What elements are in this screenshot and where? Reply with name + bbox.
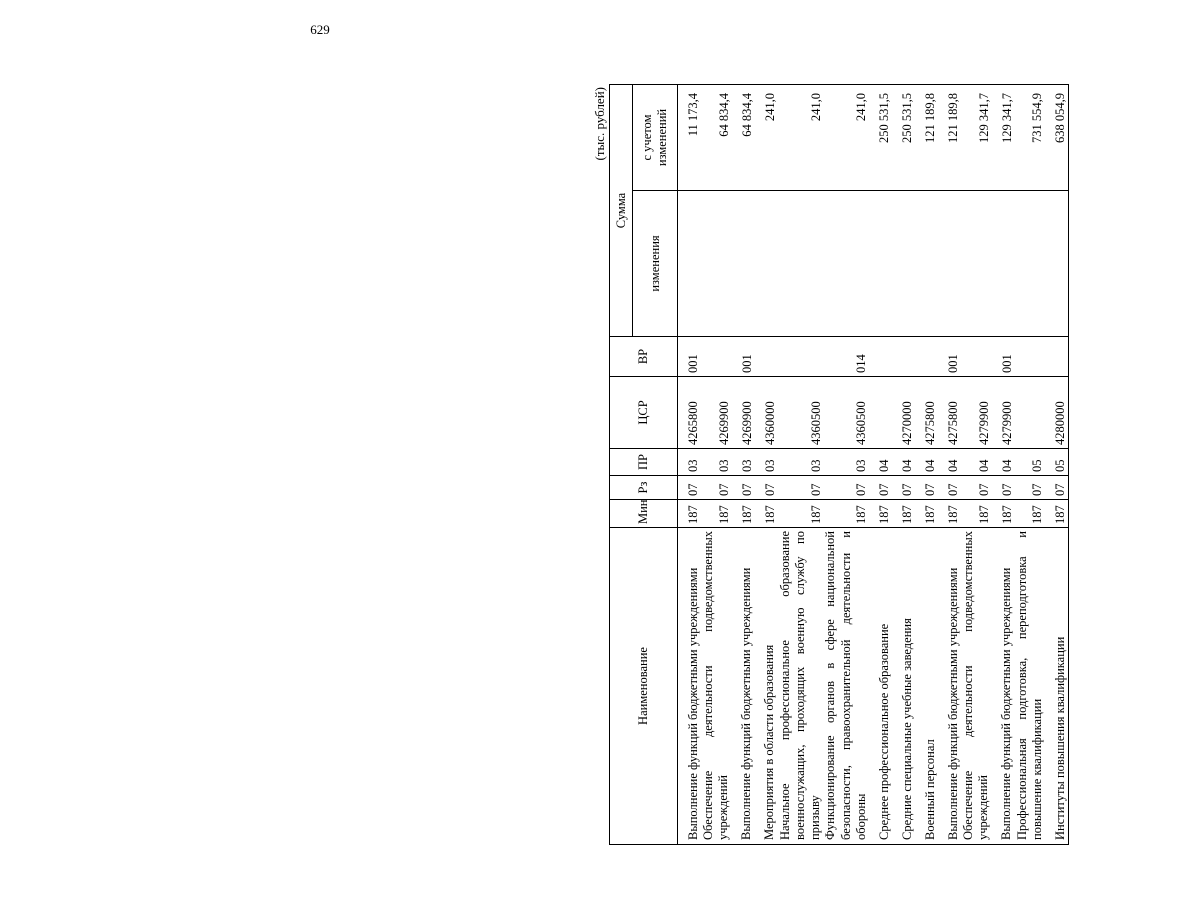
row-change [778,191,824,337]
row-pr: 03 [823,449,869,476]
row-pr: 03 [732,449,755,476]
row-vr: 001 [992,337,1015,377]
row-csr: 4279900 [992,377,1015,449]
row-csr: 4270000 [892,377,915,449]
header-changes: изменения [633,191,678,337]
table-row [1015,85,1046,845]
row-vr: 001 [938,337,961,377]
row-vr [915,337,938,377]
row-change [678,191,702,337]
page-number: 629 [310,22,330,37]
table-row [961,85,992,845]
row-total: 121 189,8 [915,85,938,191]
row-min: 187 [961,500,992,528]
row-vr: 014 [823,337,869,377]
row-pr: 04 [892,449,915,476]
row-pr: 04 [869,449,892,476]
row-pr: 03 [701,449,732,476]
row-min: 187 [778,500,824,528]
table-row [992,85,1015,845]
row-name: Институты повышения квалификации [1045,528,1069,845]
row-change [1015,191,1046,337]
row-change [961,191,992,337]
row-name: Выполнение функций бюджетными учреждениями [732,528,755,845]
row-csr: 4269900 [732,377,755,449]
table-row [869,85,892,845]
header-with-changes: с учетом изменений [633,85,678,191]
row-min: 187 [755,500,778,528]
header-rz: Рз [610,476,678,500]
row-total: 731 554,9 [1015,85,1046,191]
row-pr: 04 [938,449,961,476]
row-name: Выполнение функций бюджетными учреждениями [992,528,1015,845]
row-change [732,191,755,337]
row-vr [701,337,732,377]
row-rz: 07 [915,476,938,500]
table-row [892,85,915,845]
header-sum: Сумма [610,85,633,337]
row-total: 121 189,8 [938,85,961,191]
row-min: 187 [823,500,869,528]
row-total: 241,0 [823,85,869,191]
header-min: Мин [610,500,678,528]
row-pr: 03 [778,449,824,476]
row-rz: 07 [869,476,892,500]
row-change [701,191,732,337]
row-name: Обеспечение деятельности подведомственных учреждений [961,528,992,845]
row-min: 187 [701,500,732,528]
row-vr: 001 [678,337,702,377]
table-row [755,85,778,845]
row-csr: 4360500 [823,377,869,449]
row-name: Выполнение функций бюджетными учреждениями [938,528,961,845]
row-pr: 03 [678,449,702,476]
row-pr: 04 [961,449,992,476]
row-min: 187 [938,500,961,528]
row-min: 187 [1045,500,1069,528]
row-csr: 4275800 [915,377,938,449]
row-total: 64 834,4 [732,85,755,191]
row-vr: 001 [732,337,755,377]
row-total: 241,0 [755,85,778,191]
row-min: 187 [732,500,755,528]
row-vr [961,337,992,377]
row-name: Среднее профессиональное образование [869,528,892,845]
row-min: 187 [892,500,915,528]
row-pr: 05 [1045,449,1069,476]
row-name: Начальное профессиональное образование военнослужащих, проходящих военную службу по призыву [778,528,824,845]
row-csr: 4360000 [755,377,778,449]
row-min: 187 [915,500,938,528]
row-total: 250 531,5 [892,85,915,191]
row-vr [755,337,778,377]
table-row [823,85,869,845]
header-name: Наименование [610,528,678,845]
row-name: Мероприятия в области образования [755,528,778,845]
table-row [778,85,824,845]
row-rz: 07 [1015,476,1046,500]
row-min: 187 [869,500,892,528]
row-total: 250 531,5 [869,85,892,191]
row-name: Функционирование органов в сфере национальной безопасности, правоохранительной деятельности и обороны [823,528,869,845]
row-rz: 07 [678,476,702,500]
row-pr: 05 [1015,449,1046,476]
row-csr [869,377,892,449]
row-change [823,191,869,337]
row-total: 129 341,7 [992,85,1015,191]
row-pr: 03 [755,449,778,476]
row-rz: 07 [701,476,732,500]
row-name: Средние специальные учебные заведения [892,528,915,845]
row-csr: 4279900 [961,377,992,449]
row-csr: 4275800 [938,377,961,449]
table-row [732,85,755,845]
row-total: 638 054,9 [1045,85,1069,191]
row-vr [1015,337,1046,377]
header-csr: ЦСР [610,377,678,449]
row-min: 187 [992,500,1015,528]
row-change [892,191,915,337]
table-row [938,85,961,845]
row-min: 187 [678,500,702,528]
row-rz: 07 [823,476,869,500]
row-min: 187 [1015,500,1046,528]
header-vr: ВР [610,337,678,377]
row-rz: 07 [732,476,755,500]
row-change [992,191,1015,337]
row-pr: 04 [992,449,1015,476]
row-csr: 4265800 [678,377,702,449]
row-name: Обеспечение деятельности подведомственных учреждений [701,528,732,845]
table-body [678,85,1069,845]
row-csr: 4360500 [778,377,824,449]
row-rz: 07 [992,476,1015,500]
row-vr [869,337,892,377]
table-row [701,85,732,845]
row-total: 129 341,7 [961,85,992,191]
row-pr: 04 [915,449,938,476]
row-total: 11 173,4 [678,85,702,191]
row-change [915,191,938,337]
unit-note: (тыс. рублей) [592,87,607,161]
row-rz: 07 [892,476,915,500]
row-vr [778,337,824,377]
row-csr: 4269900 [701,377,732,449]
budget-table [609,84,1069,845]
row-rz: 07 [1045,476,1069,500]
row-rz: 07 [961,476,992,500]
row-csr [1015,377,1046,449]
row-rz: 07 [755,476,778,500]
row-csr: 4280000 [1045,377,1069,449]
row-name: Выполнение функций бюджетными учреждениями [678,528,702,845]
table-row [678,85,702,845]
header-row-1 [610,85,633,845]
rotated-table-page [592,45,1200,845]
row-change [755,191,778,337]
row-vr [892,337,915,377]
row-total: 64 834,4 [701,85,732,191]
table-row [915,85,938,845]
row-rz: 07 [778,476,824,500]
row-change [1045,191,1069,337]
row-rz: 07 [938,476,961,500]
header-pr: ПР [610,449,678,476]
row-name: Военный персонал [915,528,938,845]
row-change [938,191,961,337]
row-name: Профессиональная подготовка, переподготовка и повышение квалификации [1015,528,1046,845]
table-row [1045,85,1069,845]
row-total: 241,0 [778,85,824,191]
row-vr [1045,337,1069,377]
row-change [869,191,892,337]
